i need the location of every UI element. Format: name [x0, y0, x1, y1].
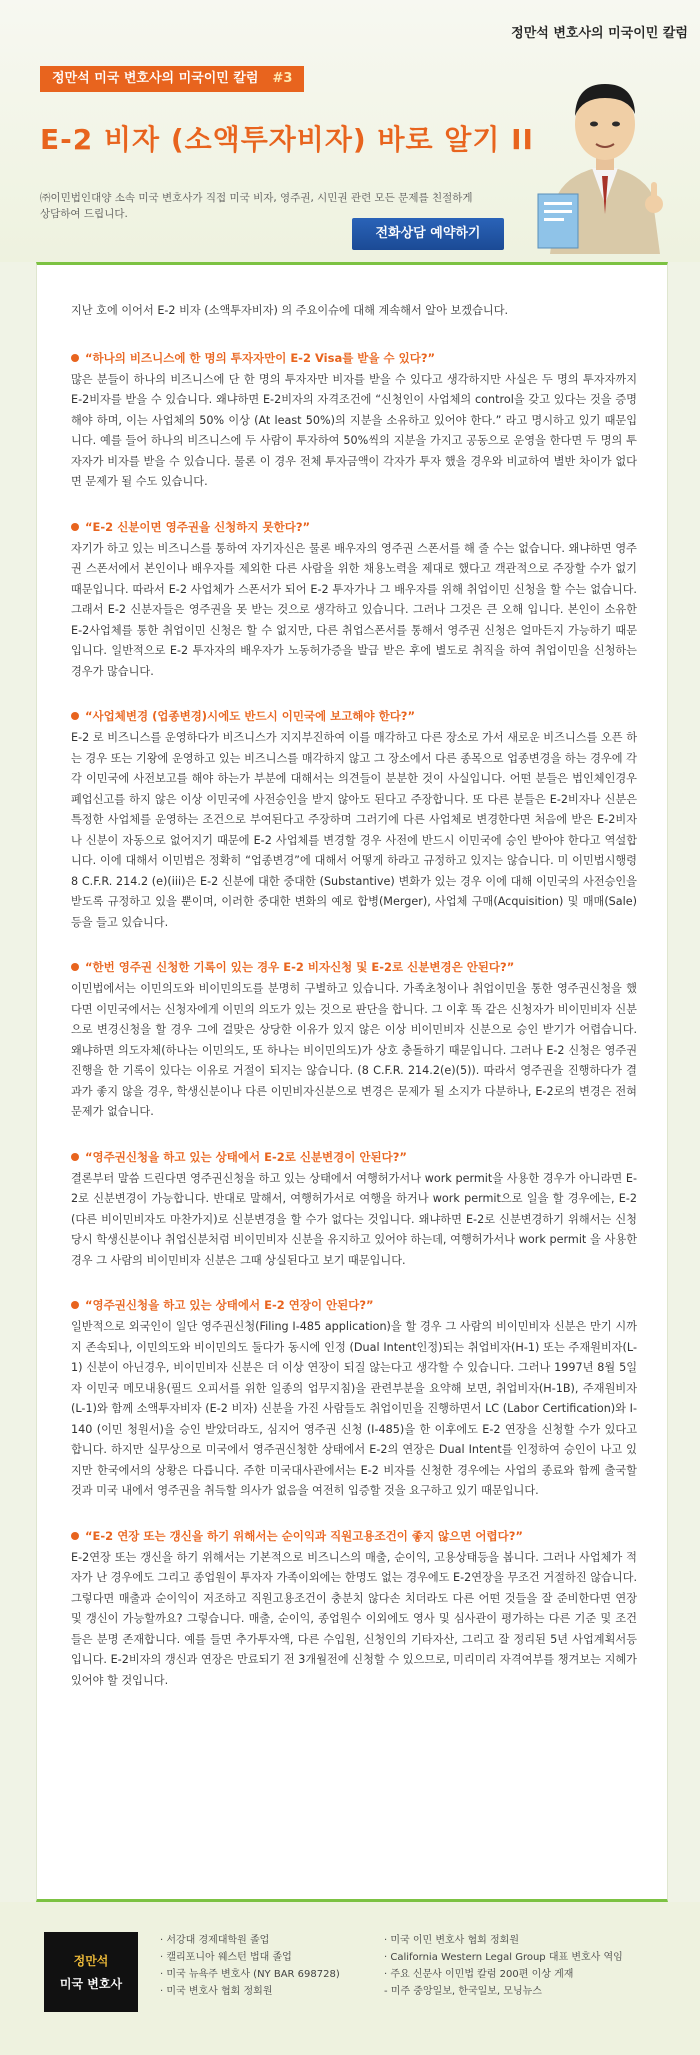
faq-question: “사업체변경 (업종변경)시에도 반드시 이민국에 보고해야 한다?” — [71, 706, 637, 726]
faq-answer: 결론부터 말씀 드린다면 영주권신청을 하고 있는 상태에서 여행허가서나 work permit을 사용한 경우가 아니라면 E-2로 신분변경이 가능합니다. 반대로 말해서, 여행허가서로 여행을 하거나 work permit으로 일을 할 경우에는, E-2 (다른 비이민비자도 마찬가지)로 신분변경을 할 수가 없다는 것입니다. 왜냐하면 E-2로 신분변경하기 위해서는 신청 당시 학생신분이나 취업신분처럼 비이민비자 신분을 유지하고 있어야 하는데, 여행허가서나 work permit 을 사용한 경우 그 사람의 비이민비자 신분은 그때 상실된다고 보기 때문입니다. — [71, 1171, 637, 1267]
article-lead: 지난 호에 이어서 E-2 비자 (소액투자비자) 의 주요이슈에 대해 계속해서 알아 보겠습니다. — [71, 304, 509, 317]
faq-answer: 많은 분들이 하나의 비즈니스에 단 한 명의 투자자만 비자를 받을 수 있다고 생각하지만 사실은 두 명의 투자자까지 E-2비자를 받을 수 있습니다. 왜냐하면 E-2비자의 자격조건에 “신청인이 사업체의 control을 갖고 있다는 것을 증명해야 하며, 이는 사업체의 50% 이상 (At least 50%)의 지분을 소유하고 있어야 한다.” 라고 명시하고 있기 때문입니다. 예를 들어 하나의 비즈니스에 두 사람이 투자하여 50%씩의 지분을 가지고 공동으로 운영을 한다면 두 명의 투자자가 비자를 받을 수 있습니다. 물론 이 경우 전체 투자금액이 각자가 투자 했을 경우와 비교하여 별반 차이가 없다면 문제가 될 수도 있습니다. — [71, 372, 637, 488]
author-title: 미국 변호사 — [59, 1977, 123, 1991]
intro-text: ㈜이민법인대양 소속 미국 변호사가 직접 미국 비자, 영주권, 시민권 관련 모든 문제를 친절하게 상담하여 드립니다. — [40, 192, 473, 220]
column-tag-label: 정만석 미국 변호사의 미국이민 칼럼 — [52, 71, 259, 86]
faq-section — [71, 1526, 637, 1692]
page-title: E-2 비자 (소액투자비자) 바로 알기 II — [40, 123, 534, 156]
credential-item: · 주요 신문사 이민법 칼럼 200편 이상 게재 — [384, 1969, 574, 1980]
faq-question: “하나의 비즈니스에 한 명의 투자자만이 E-2 Visa를 받을 수 있다?” — [71, 348, 637, 368]
faq-section — [71, 957, 637, 1123]
faq-question: “E-2 연장 또는 갱신을 하기 위해서는 순이익과 직원고용조건이 좋지 않으면 어렵다?” — [71, 1526, 637, 1546]
faq-answer: E-2 로 비즈니스를 운영하다가 비즈니스가 지지부진하여 이를 매각하고 다른 장소로 가서 새로운 비즈니스를 오픈 하는 경우 또는 기왕에 운영하고 있는 비즈니스를 매각하지 않고 그 장소에서 다른 종목으로 업종변경을 하는 경우에 각각 이민국에 사전보고를 해야 하는가 부분에 대해서는 의견들이 분분한 것이 사실입니다. 어떤 분들은 법인체인경우 폐업신고를 하지 않은 이상 이민국에 사전승인을 받지 않아도 된다고 주장합니다. 또 다른 분들은 E-2비자나 신분은 특정한 사업체를 운영하는 조건으로 부여된다고 주장하며 그러기에 다른 사업체로 변경한다면 처음에 받은 E-2비자나 신분이 자동으로 없어지기 때문에 E-2 사업체를 변경할 경우 사전에 반드시 이민국에 승인 받아야 한다고 역설합니다. 이에 대해서 이민법은 정확히 “업종변경”에 대해서 어떻게 하라고 규정하고 있지는 않습니다. 미 이민법시행령 8 C.F.R. 214.2 (e)(iii)은 E-2 신분에 대한 중대한 (Substantive) 변화가 있는 경우 이에 대해 이민국의 사전승인을 받도록 규정하고 있을 뿐이며, 이러한 중대한 변화의 예로 합병(Merger), 사업체 구매(Acquisition) 및 매매(Sale) 등을 들고 있습니다. — [71, 731, 637, 929]
faq-answer: 일반적으로 외국인이 일단 영주권신청(Filing I-485 application)을 할 경우 그 사람의 비이민비자 신분은 만기 시까지 존속되나, 이민의도와 비이민의도 둘다가 동시에 인정 (Dual Intent인정)되는 취업비자(H-1) 또는 주재원비자(L-1) 신분이 아닌경우, 비이민비자 신분은 더 이상 연장이 되질 않는다고 생각할 수 있습니다. 그러나 1997년 8월 5일자 이민국 메모내용(필드 오피서를 위한 일종의 업무지침)을 관련부분을 요약해 보면, 취업비자(H-1B), 주재원비자(L-1)와 함께 소액투자비자 (E-2 비자) 신분을 가진 사람들도 취업이민을 진행하면서 LC (Labor Certification)와 I-140 (이민 청원서)을 승인 받았더라도, 심지어 영주권 신청 (I-485)을 한 이후에도 E-2 연장을 신청할 수가 있다고 합니다. 하지만 실무상으로 미국에서 영주권신청한 상태에서 E-2의 연장은 Dual Intent를 인정하여 승인이 나고 있지만 한국에서의 상황은 다릅니다. 주한 미국대사관에서는 E-2 비자를 신청한 경우에는 사업의 종료와 함께 출국할 것과 미국 내에서 영주권을 취득할 의사가 없음을 여전히 입증할 것을 요구하고 있기 때문입니다. — [71, 1320, 637, 1497]
credential-item: · 미국 뉴욕주 변호사 (NY BAR 698728) — [160, 1969, 340, 1980]
credential-item: · 미국 변호사 협회 정회원 — [160, 1986, 273, 1997]
lawyer-portrait — [530, 54, 680, 254]
faq-section — [71, 1147, 637, 1272]
author-name: 정만석 — [73, 1954, 109, 1968]
article-body — [36, 262, 668, 1902]
faq-question: “영주권신청을 하고 있는 상태에서 E-2로 신분변경이 안된다?” — [71, 1147, 637, 1167]
faq-answer: 이민법에서는 이민의도와 비이민의도를 분명히 구별하고 있습니다. 가족초청이나 취업이민을 통한 영주권신청을 했다면 이민국에서는 신청자에게 이민의 의도가 있는 것으로 판단을 합니다. 그 이후 똑 같은 신청자가 비이민비자 신분으로 변경신청을 할 경우 그에 걸맞은 상당한 이유가 있지 않은 이상 비이민비자 신분으로 승인 받기가 어렵습니다. 왜냐하면 의도자체(하나는 이민의도, 또 하나는 비이민의도)가 상호 충돌하기 때문입니다. 그러나 E-2 신청은 영주권 진행을 한 기록이 있다는 이유로 거절이 되지는 않습니다. (8 C.F.R. 214.2(e)(5)). 따라서 영주권을 진행하다가 결과가 좋지 않을 경우, 학생신분이나 다른 이민비자신분으로 변경은 문제가 될 소지가 다분하나, E-2로의 변경은 전혀 문제가 없습니다. — [71, 982, 637, 1118]
faq-answer: 자기가 하고 있는 비즈니스를 통하여 자기자신은 물론 배우자의 영주권 스폰서를 해 줄 수는 없습니다. 왜냐하면 영주권 스폰서에서 본인이나 배우자를 제외한 다른 사람을 위한 채용노력을 제대로 했다고 객관적으로 주장할 수가 없기 때문입니다. 따라서 E-2 사업체가 스폰서가 되어 E-2 투자가나 그 배우자를 위해 취업이민 신청을 할 수는 없습니다. 그래서 E-2 신분자들은 영주권을 못 받는 것으로 생각하고 있습니다. 그러나 그것은 큰 오해 입니다. 본인이 소유한 E-2사업체를 통한 취업이민 신청은 할 수 없지만, 다른 취업스폰서를 통해서 영주권 신청은 얼마든지 가능하기 때문입니다. 일반적으로 E-2 투자자의 배우자가 노동허가증을 발급 받은 후에 별도로 취직을 하여 취업이민을 신청하는 경우가 많습니다. — [71, 541, 637, 678]
credential-item: - 미주 중앙일보, 한국일보, 모닝뉴스 — [384, 1986, 542, 1997]
credential-item: · 서강대 경제대학원 졸업 — [160, 1935, 270, 1946]
faq-section — [71, 517, 637, 683]
faq-answer: E-2연장 또는 갱신을 하기 위해서는 기본적으로 비즈니스의 매출, 순이익, 고용상태등을 봅니다. 그러나 사업체가 적자가 난 경우에도 그리고 종업원이 투자자 가족이외에는 한명도 없는 경우에도 E-2연장을 무조건 거절하진 않습니다. 그렇다면 매출과 순이익이 저조하고 직원고용조건이 충분치 않다손 치더라도 다른 어떤 것들을 잘 준비한다면 연장 및 갱신이 가능할까요? 그렇습니다. 매출, 순이익, 종업원수 이외에도 영사 및 심사관이 평가하는 다른 기준 및 조건들은 분명 존재합니다. 예를 들면 추가투자액, 다른 수입원, 신청인의 기타자산, 그리고 잘 정리된 5년 사업계획서등입니다. E-2비자의 갱신과 연장은 만료되기 전 3개월전에 신청할 수 있으므로, 미리미리 자격여부를 챙겨보는 지혜가 있어야 할 것입니다. — [71, 1550, 637, 1687]
column-tag — [40, 66, 304, 92]
consult-booking-button[interactable]: 전화상담 예약하기 — [352, 218, 504, 250]
credentials-list-left — [160, 1932, 340, 2000]
column-series-title: 정만석 변호사의 미국이민 칼럼 — [511, 26, 688, 41]
faq-question: “영주권신청을 하고 있는 상태에서 E-2 연장이 안된다?” — [71, 1295, 637, 1315]
author-footer — [0, 1902, 700, 2055]
faq-section — [71, 348, 637, 493]
credential-item: · 미국 이민 변호사 협회 정회원 — [384, 1935, 519, 1946]
author-name-box — [44, 1932, 138, 2012]
faq-section — [71, 706, 637, 933]
credential-item: · 캘리포니아 웨스턴 법대 졸업 — [160, 1952, 292, 1963]
faq-section — [71, 1295, 637, 1502]
credential-item: · California Western Legal Group 대표 변호사 역임 — [384, 1952, 623, 1963]
faq-question: “E-2 신분이면 영주권을 신청하지 못한다?” — [71, 517, 637, 537]
faq-question: “한번 영주권 신청한 기록이 있는 경우 E-2 비자신청 및 E-2로 신분변경은 안된다?” — [71, 957, 637, 977]
column-tag-number: #3 — [272, 71, 293, 86]
credentials-list-right — [384, 1932, 623, 2000]
